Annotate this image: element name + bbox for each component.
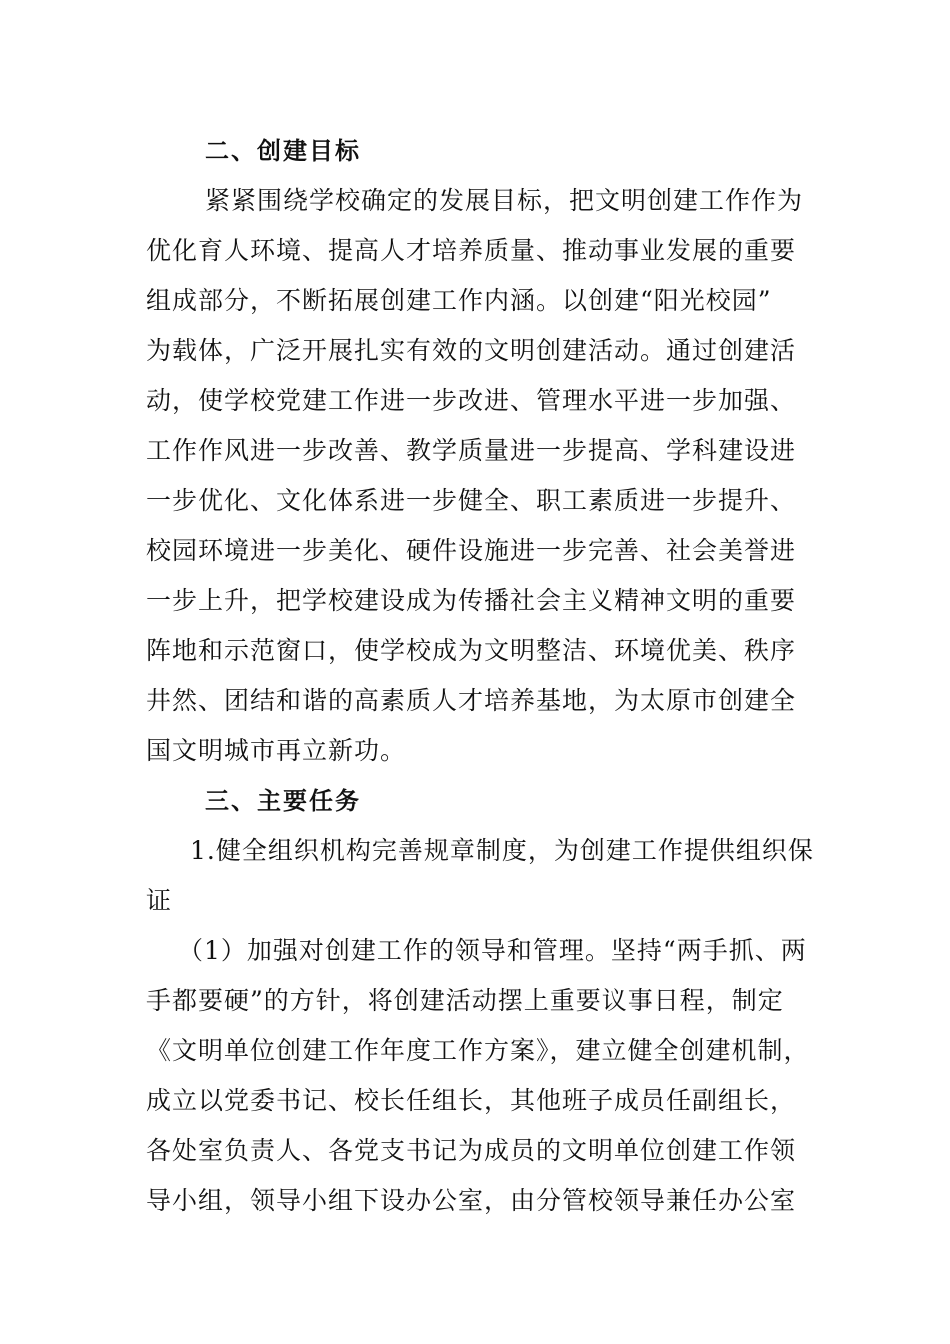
paragraph-line: 《文明单位创建工作年度工作方案》，建立健全创建机制， (146, 1036, 810, 1065)
item-heading-line: 证 (146, 886, 173, 915)
item-heading-line: 1.健全组织机构完善规章制度，为创建工作提供组织保 (190, 836, 814, 865)
paragraph-line: 一步优化、文化体系进一步健全、职工素质进一步提升、 (146, 486, 797, 515)
paragraph-line: 动，使学校党建工作进一步改进、管理水平进一步加强、 (146, 386, 797, 415)
paragraph-line: 工作作风进一步改善、教学质量进一步提高、学科建设进 (146, 436, 797, 465)
paragraph-line: 为载体，广泛开展扎实有效的文明创建活动。通过创建活 (146, 336, 797, 365)
paragraph-line: 成立以党委书记、校长任组长，其他班子成员任副组长， (146, 1086, 797, 1115)
paragraph-line: （1）加强对创建工作的领导和管理。坚持“两手抓、两 (178, 936, 807, 965)
paragraph-line: 阵地和示范窗口，使学校成为文明整洁、环境优美、秩序 (146, 636, 797, 665)
paragraph-line: 导小组，领导小组下设办公室，由分管校领导兼任办公室 (146, 1186, 797, 1215)
section-heading-goals: 二、创建目标 (205, 137, 361, 165)
paragraph-line: 校园环境进一步美化、硬件设施进一步完善、社会美誉进 (146, 536, 797, 565)
paragraph-line: 组成部分，不断拓展创建工作内涵。以创建“阳光校园” (146, 286, 772, 315)
paragraph-line: 井然、团结和谐的高素质人才培养基地，为太原市创建全 (146, 686, 797, 715)
paragraph-line: 优化育人环境、提高人才培养质量、推动事业发展的重要 (146, 236, 797, 265)
paragraph-line: 国文明城市再立新功。 (146, 736, 407, 765)
paragraph-line: 手都要硬”的方针，将创建活动摆上重要议事日程，制定 (146, 986, 784, 1015)
paragraph-line: 各处室负责人、各党支书记为成员的文明单位创建工作领 (146, 1136, 797, 1165)
paragraph-line: 紧紧围绕学校确定的发展目标，把文明创建工作作为 (205, 186, 804, 215)
paragraph-line: 一步上升，把学校建设成为传播社会主义精神文明的重要 (146, 586, 797, 615)
section-heading-tasks: 三、主要任务 (205, 787, 361, 815)
